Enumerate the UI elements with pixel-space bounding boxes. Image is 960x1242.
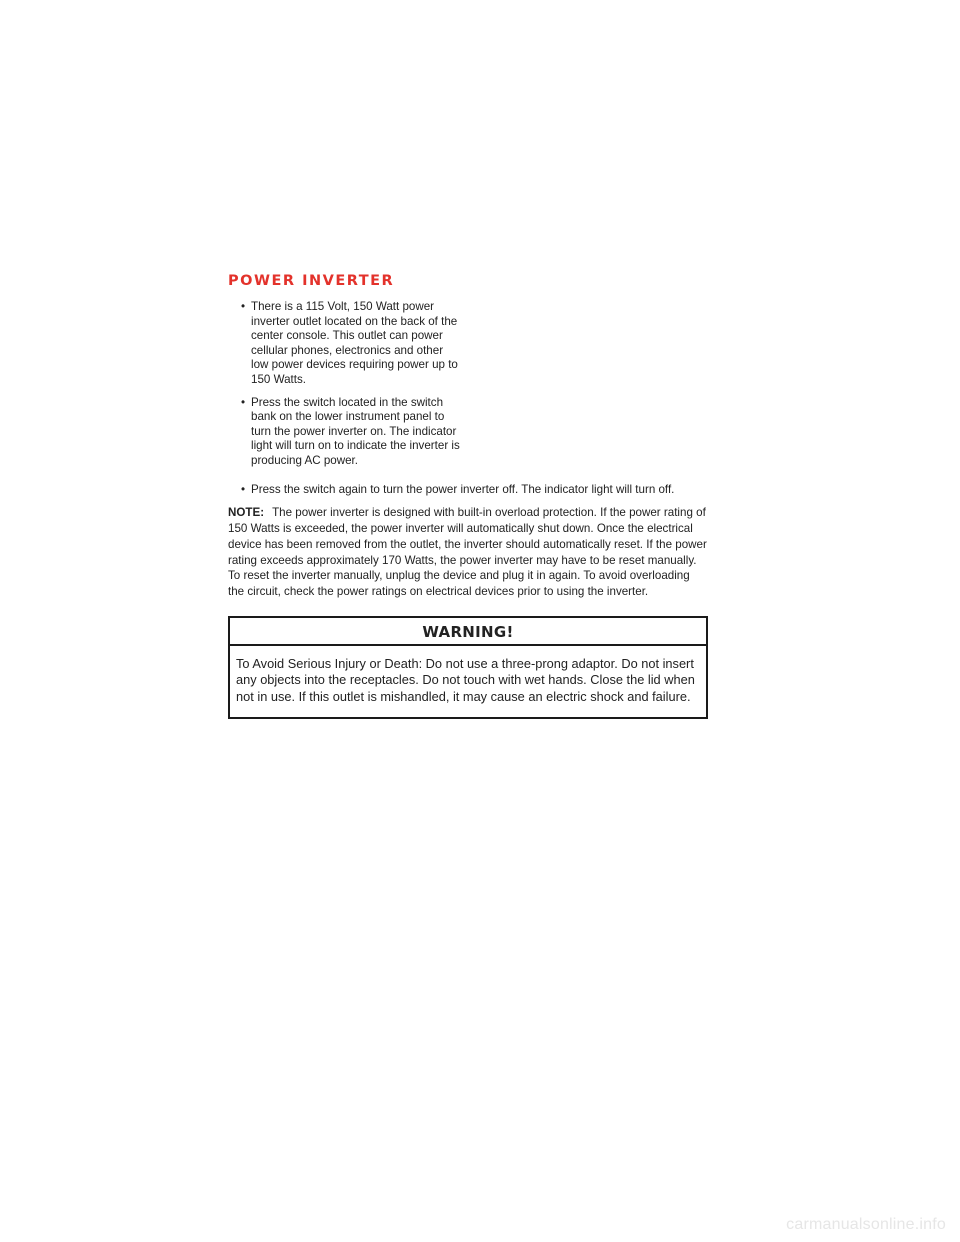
warning-box	[228, 616, 708, 719]
bullet-list-bottom	[228, 483, 708, 498]
list-item	[228, 396, 463, 469]
watermark-text: carmanualsonline.info	[786, 1216, 946, 1233]
bullet-icon: •	[241, 395, 246, 409]
note-label: NOTE:	[228, 506, 265, 520]
list-item	[228, 300, 463, 388]
warning-text: To Avoid Serious Injury or Death: Do not use a three-prong adaptor. Do not insert any objects into the receptacles. Do not touch with wet hands. Close the lid when not in use. If this outlet is mishandled, it may cause an electric shock and failure.	[236, 655, 695, 704]
bullet-text: There is a 115 Volt, 150 Watt power inverter outlet located on the back of the center console. This outlet can power cellular phones, electronics and other low power devices requiring power up to 150 Watts.	[251, 300, 458, 386]
bullet-text: Press the switch again to turn the power inverter off. The indicator light will turn off.	[251, 482, 675, 496]
section-title: POWER INVERTER	[228, 273, 395, 289]
manual-page	[228, 272, 708, 719]
bullet-icon: •	[241, 482, 246, 496]
bullet-text: Press the switch located in the switch bank on the lower instrument panel to turn the power inverter on. The indicator light will turn on to indicate the inverter is producing AC power.	[251, 395, 460, 467]
warning-title: WARNING!	[230, 618, 706, 646]
note-paragraph	[228, 505, 708, 600]
list-item	[228, 483, 708, 498]
note-text: The power inverter is designed with built-in overload protection. If the power rating of 150 Watts is exceeded, the power inverter will automatically shut down. Once the electrical device has been removed from the outlet, the inverter should automatically reset. If the power rating exceeds approximately 170 Watts, the power inverter may have to be reset manually. To reset the inverter manually, unplug the device and plug it in again. To avoid overloading the circuit, check the power ratings on electrical devices prior to using the inverter.	[228, 506, 707, 599]
bullet-icon: •	[241, 300, 246, 313]
bullet-list-top	[228, 300, 708, 469]
